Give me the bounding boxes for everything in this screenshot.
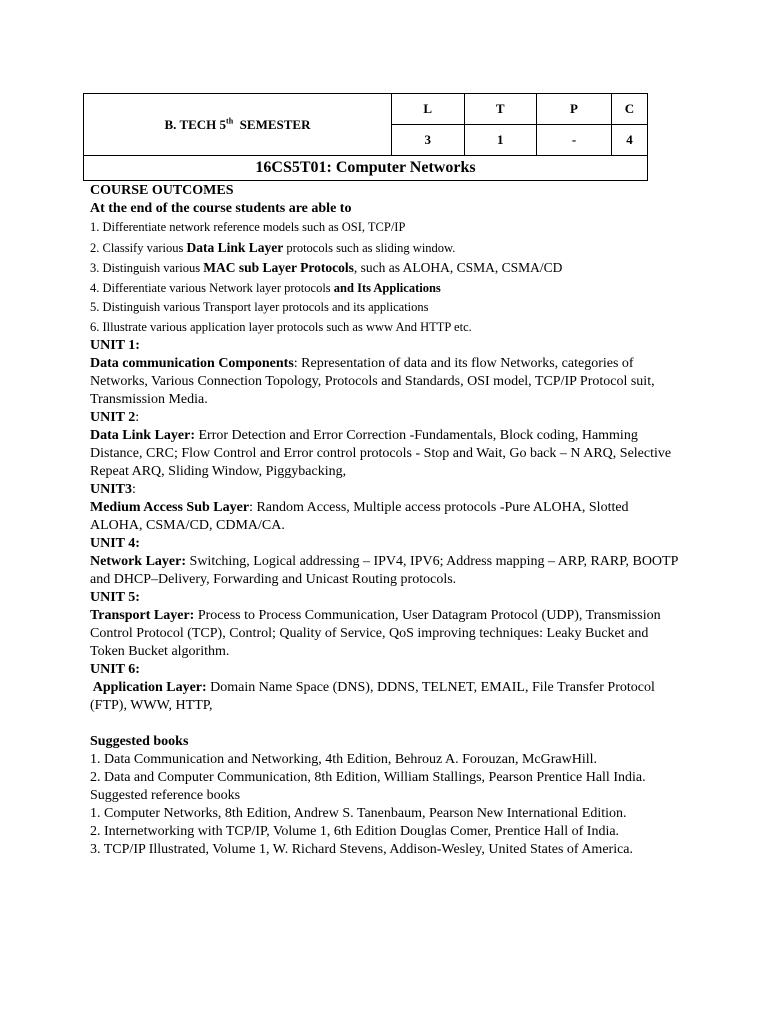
col-header-p: P <box>537 94 612 125</box>
unit-2-title: UNIT 2: <box>90 410 140 425</box>
unit-4-title: UNIT 4: <box>90 536 140 551</box>
outcome-item-6: 6. Illustrate various application layer protocols such as www And HTTP etc. <box>90 319 472 334</box>
col-value-t: 1 <box>464 125 537 156</box>
unit-3-title: UNIT3: <box>90 482 136 497</box>
reference-book-3: 3. TCP/IP Illustrated, Volume 1, W. Richard Stevens, Addison-Wesley, United States of America. <box>90 842 634 857</box>
col-value-c: 4 <box>612 125 648 156</box>
outcome-item-3: 3. Distinguish various MAC sub Layer Protocols, such as ALOHA, CSMA, CSMA/CD <box>90 260 563 275</box>
course-header-table <box>83 93 648 181</box>
outcome-item-4: 4. Differentiate various Network layer protocols and Its Applications <box>90 280 441 295</box>
reference-books-heading: Suggested reference books <box>90 788 241 803</box>
reference-book-2: 2. Internetworking with TCP/IP, Volume 1, 6th Edition Douglas Comer, Prentice Hall of India. <box>90 824 620 839</box>
unit-6-body: Application Layer: Domain Name Space (DNS), DDNS, TELNET, EMAIL, File Transfer Protocol (FTP), WWW, HTTP, <box>90 680 655 713</box>
book-1: 1. Data Communication and Networking, 4th Edition, Behrouz A. Forouzan, McGrawHill. <box>90 752 598 767</box>
col-value-p: - <box>537 125 612 156</box>
unit-1-title: UNIT 1: <box>90 338 140 353</box>
col-value-l: 3 <box>392 125 465 156</box>
unit-1-body: Data communication Components: Representation of data and its flow Networks, categories of Networks, Various Connection Topology, Protocols and Standards, OSI model, TCP/IP Protocol suit, Transmission Media. <box>90 356 655 407</box>
col-header-t: T <box>464 94 537 125</box>
outcome-item-5: 5. Distinguish various Transport layer protocols and its applications <box>90 300 429 314</box>
unit-2-body: Data Link Layer: Error Detection and Error Correction -Fundamentals, Block coding, Hamming Distance, CRC; Flow Control and Error control protocols - Stop and Wait, Go back – N ARQ, Selective Repeat ARQ, Sliding Window, Piggybacking, <box>90 428 672 479</box>
suggested-books-heading: Suggested books <box>90 734 189 749</box>
unit-5-title: UNIT 5: <box>90 590 140 605</box>
outcomes-intro: At the end of the course students are able to <box>90 201 352 216</box>
unit-5-body: Transport Layer: Process to Process Communication, User Datagram Protocol (UDP), Transmission Control Protocol (TCP), Control; Quality of Service, QoS improving techniques: Leaky Bucket and Token Bucket algorithm. <box>90 608 661 659</box>
semester-superscript: th <box>226 116 234 126</box>
semester-suffix: SEMESTER <box>233 116 311 132</box>
outcome-item-2: 2. Classify various Data Link Layer protocols such as sliding window. <box>90 239 456 255</box>
syllabus-content <box>90 182 680 859</box>
unit-6-title: UNIT 6: <box>90 662 140 677</box>
outcomes-heading: COURSE OUTCOMES <box>90 183 234 198</box>
col-header-c: C <box>612 94 648 125</box>
reference-book-1: 1. Computer Networks, 8th Edition, Andrew S. Tanenbaum, Pearson New International Edition. <box>90 806 627 821</box>
semester-label: B. TECH 5 <box>164 116 227 132</box>
unit-4-body: Network Layer: Switching, Logical addressing – IPV4, IPV6; Address mapping – ARP, RARP, BOOTP and DHCP–Delivery, Forwarding and Unicast Routing protocols. <box>90 554 678 587</box>
spacer <box>90 715 680 733</box>
semester-cell <box>84 94 392 156</box>
course-title: 16CS5T01: Computer Networks <box>84 156 648 181</box>
book-2: 2. Data and Computer Communication, 8th Edition, William Stallings, Pearson Prentice Hall India. <box>90 770 646 785</box>
col-header-l: L <box>392 94 465 125</box>
unit-3-body: Medium Access Sub Layer: Random Access, Multiple access protocols -Pure ALOHA, Slotted ALOHA, CSMA/CD, CDMA/CA. <box>90 500 629 533</box>
outcome-item-1: 1. Differentiate network reference models such as OSI, TCP/IP <box>90 220 406 234</box>
